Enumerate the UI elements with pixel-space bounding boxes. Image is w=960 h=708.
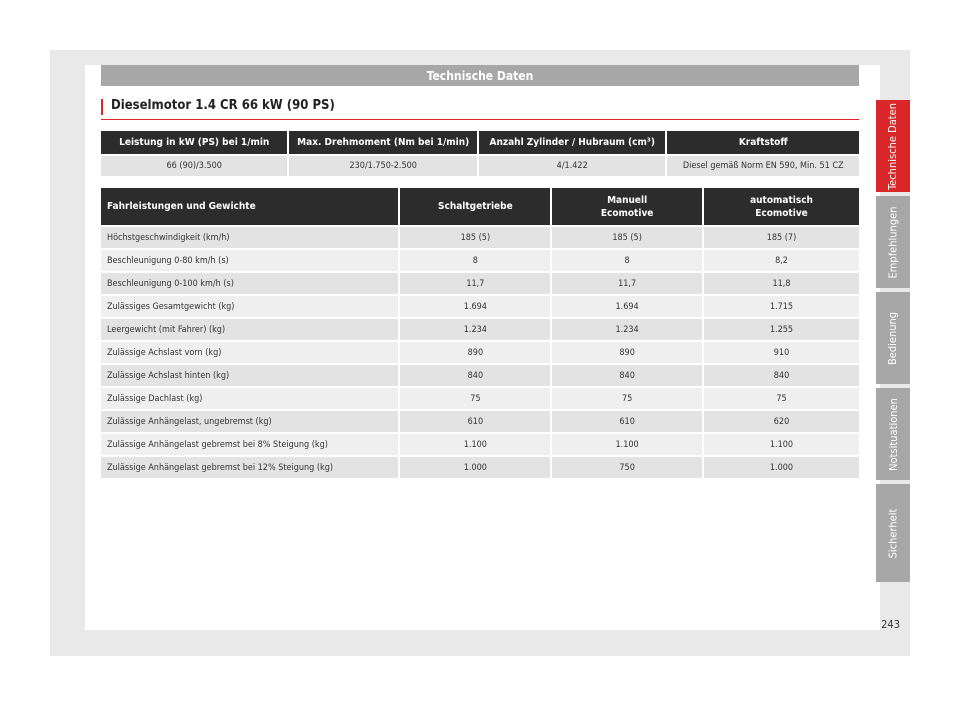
section-heading — [101, 97, 859, 120]
performance-cell: 75 — [400, 388, 550, 409]
table-row — [101, 342, 859, 363]
performance-row-label: Zulässiges Gesamtgewicht (kg) — [101, 296, 398, 317]
tab-label: Empfehlungen — [886, 206, 900, 278]
engine-header-cell: Anzahl Zylinder / Hubraum (cm³) — [479, 131, 665, 154]
performance-cell: 185 (7) — [704, 227, 859, 248]
performance-cell: 1.234 — [552, 319, 702, 340]
tab-label: Notsituationen — [886, 397, 900, 471]
performance-row-label: Beschleunigung 0-100 km/h (s) — [101, 273, 398, 294]
table-row — [101, 365, 859, 386]
performance-cell: 840 — [704, 365, 859, 386]
performance-cell: 610 — [552, 411, 702, 432]
performance-row-label: Zulässige Achslast hinten (kg) — [101, 365, 398, 386]
performance-cell: 75 — [704, 388, 859, 409]
performance-cell: 8 — [400, 250, 550, 271]
table-row — [101, 434, 859, 455]
performance-cell: 1.234 — [400, 319, 550, 340]
chapter-header — [101, 65, 859, 86]
section-accent-bar — [101, 99, 103, 115]
tab-label: Sicherheit — [886, 508, 900, 558]
performance-cell: 75 — [552, 388, 702, 409]
performance-cell: 1.000 — [400, 457, 550, 478]
engine-header-cell: Max. Drehmoment (Nm bei 1/min) — [289, 131, 476, 154]
section-title: Dieselmotor 1.4 CR 66 kW (90 PS) — [111, 98, 335, 113]
table-row — [101, 296, 859, 317]
tab-empfehlungen[interactable] — [876, 196, 910, 288]
engine-cell: Diesel gemäß Norm EN 590, Min. 51 CZ — [667, 156, 859, 176]
table-row — [101, 156, 859, 176]
performance-row-label: Zulässige Anhängelast gebremst bei 8% Steigung (kg) — [101, 434, 398, 455]
performance-cell: 890 — [552, 342, 702, 363]
performance-table-header-row — [101, 188, 859, 225]
performance-row-label: Zulässige Anhängelast gebremst bei 12% Steigung (kg) — [101, 457, 398, 478]
table-row — [101, 388, 859, 409]
performance-cell: 8 — [552, 250, 702, 271]
performance-row-label: Leergewicht (mit Fahrer) (kg) — [101, 319, 398, 340]
performance-row-label: Zulässige Anhängelast, ungebremst (kg) — [101, 411, 398, 432]
performance-header-cell: automatisch Ecomotive — [704, 188, 859, 225]
engine-cell: 66 (90)/3.500 — [101, 156, 287, 176]
table-row — [101, 250, 859, 271]
performance-header-cell: Manuell Ecomotive — [552, 188, 702, 225]
engine-cell: 4/1.422 — [479, 156, 665, 176]
performance-cell: 840 — [400, 365, 550, 386]
table-row — [101, 457, 859, 478]
tab-label: Bedienung — [886, 311, 900, 365]
performance-row-label: Höchstgeschwindigkeit (km/h) — [101, 227, 398, 248]
tab-notsituationen[interactable] — [876, 388, 910, 480]
performance-cell: 750 — [552, 457, 702, 478]
performance-header-cell: Fahrleistungen und Gewichte — [101, 188, 398, 225]
performance-cell: 610 — [400, 411, 550, 432]
performance-cell: 840 — [552, 365, 702, 386]
engine-cell: 230/1.750-2.500 — [289, 156, 476, 176]
performance-cell: 1.255 — [704, 319, 859, 340]
performance-cell: 11,8 — [704, 273, 859, 294]
performance-cell: 1.100 — [400, 434, 550, 455]
performance-row-label: Zulässige Dachlast (kg) — [101, 388, 398, 409]
performance-cell: 1.100 — [552, 434, 702, 455]
performance-cell: 8,2 — [704, 250, 859, 271]
tab-technische-daten[interactable] — [876, 100, 910, 192]
page-number: 243 — [881, 618, 900, 631]
performance-row-label: Zulässige Achslast vorn (kg) — [101, 342, 398, 363]
performance-cell: 11,7 — [552, 273, 702, 294]
engine-table-header-row — [101, 131, 859, 154]
table-row — [101, 319, 859, 340]
engine-table — [99, 129, 861, 178]
performance-row-label: Beschleunigung 0-80 km/h (s) — [101, 250, 398, 271]
engine-header-cell: Kraftstoff — [667, 131, 859, 154]
performance-cell: 1.000 — [704, 457, 859, 478]
table-row — [101, 227, 859, 248]
engine-header-cell: Leistung in kW (PS) bei 1/min — [101, 131, 287, 154]
table-row — [101, 411, 859, 432]
performance-cell: 185 (5) — [400, 227, 550, 248]
performance-cell: 1.694 — [552, 296, 702, 317]
performance-cell: 1.694 — [400, 296, 550, 317]
performance-cell: 910 — [704, 342, 859, 363]
table-row — [101, 273, 859, 294]
performance-cell: 620 — [704, 411, 859, 432]
performance-cell: 1.100 — [704, 434, 859, 455]
performance-header-cell: Schaltgetriebe — [400, 188, 550, 225]
performance-cell: 11,7 — [400, 273, 550, 294]
performance-cell: 185 (5) — [552, 227, 702, 248]
tab-label: Technische Daten — [886, 102, 900, 190]
chapter-title: Technische Daten — [426, 68, 534, 83]
performance-cell: 1.715 — [704, 296, 859, 317]
performance-table — [99, 186, 861, 480]
tab-sicherheit[interactable] — [876, 484, 910, 582]
performance-cell: 890 — [400, 342, 550, 363]
tab-bedienung[interactable] — [876, 292, 910, 384]
